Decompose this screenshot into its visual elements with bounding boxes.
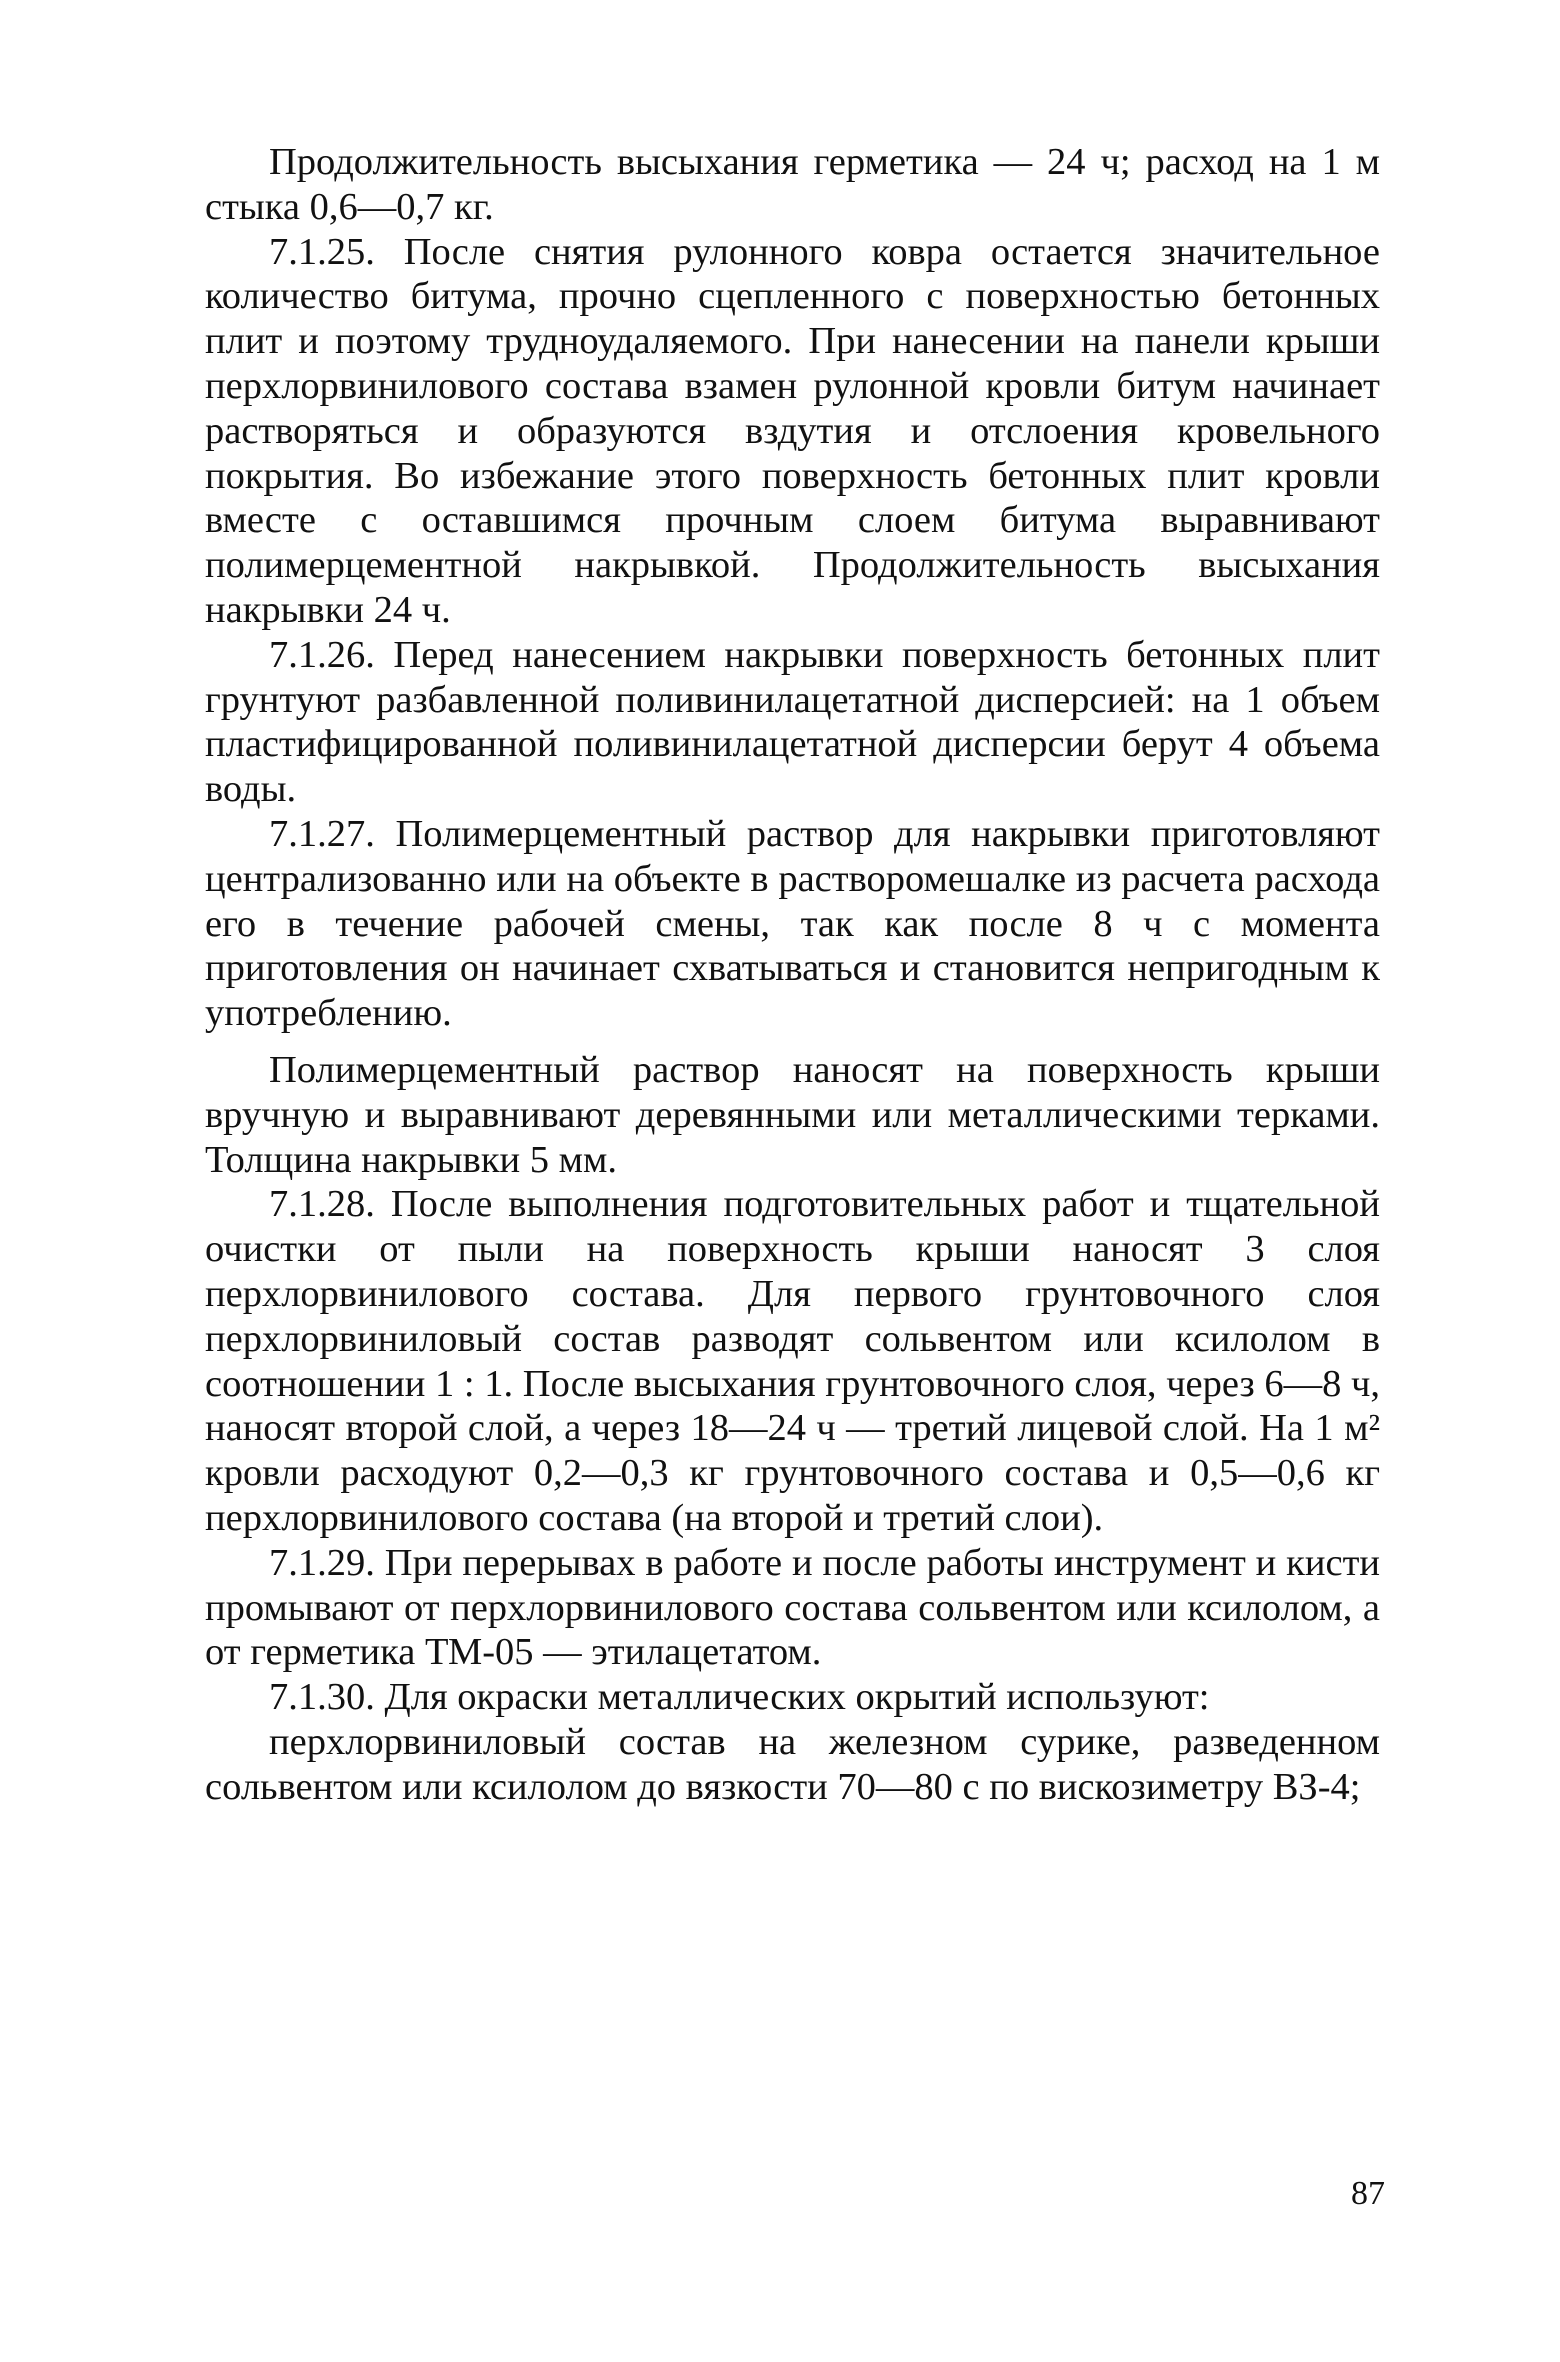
page-number: 87 [1351,2175,1385,2212]
body-text [205,140,1380,1809]
paragraph-7-1-29: 7.1.29. При перерывах в работе и после работы инструмент и кисти промывают от перхлорвинилового состава сольвентом или ксилолом, а от герметика ТМ-05 — этилацетатом. [205,1541,1380,1674]
paragraph-7-1-30: 7.1.30. Для окраски металлических окрытий используют: [269,1676,1210,1719]
paragraph-7-1-25: 7.1.25. После снятия рулонного ковра остается значительное количество битума, прочно сцепленного с поверхностью бетонных плит и поэтому трудноудаляемого. При нанесении на панели крыши перхлорвинилового состава взамен рулонной кровли битум начинает растворяться и образуются вздутия и отслоения кровельного покрытия. Во избежание этого поверхность бетонных плит кровли вместе с оставшимся прочным слоем битума выравнивают полимерцементной накрывкой. Продолжительность высыхания накрывки 24 ч. [205,230,1380,631]
paragraph-paint-composition: перхлорвиниловый состав на железном сурике, разведенном сольвентом или ксилолом до вязкости 70—80 с по вискозиметру ВЗ-4; [205,1720,1380,1808]
paragraph-7-1-27: 7.1.27. Полимерцементный раствор для накрывки приготовляют централизованно или на объекте в растворомешалке из расчета расхода его в течение рабочей смены, так как после 8 ч с момента приготовления он начинает схватываться и становится непригодным к употреблению. [205,812,1380,1035]
paragraph-7-1-28: 7.1.28. После выполнения подготовительных работ и тщательной очистки от пыли на поверхность крыши наносят 3 слоя перхлорвинилового состава. Для первого грунтовочного слоя перхлорвиниловый состав разводят сольвентом или ксилолом в соотношении 1 : 1. После высыхания грунтовочного слоя, через 6—8 ч, наносят второй слой, а через 18—24 ч — третий лицевой слой. На 1 м² кровли расходуют 0,2—0,3 кг грунтовочного состава и 0,5—0,6 кг перхлорвинилового состава (на второй и третий слои). [205,1183,1380,1539]
paragraph-sealant-drying: Продолжительность высыхания герметика — 24 ч; расход на 1 м стыка 0,6—0,7 кг. [205,141,1380,228]
paragraph-polymer-mortar: Полимерцементный раствор наносят на поверхность крыши вручную и выравнивают деревянными или металлическими терками. Толщина накрывки 5 мм. [205,1048,1380,1181]
paragraph-7-1-26: 7.1.26. Перед нанесением накрывки поверхность бетонных плит грунтуют разбавленной поливинилацетатной дисперсией: на 1 объем пластифицированной поливинилацетатной дисперсии берут 4 объема воды. [205,633,1380,811]
